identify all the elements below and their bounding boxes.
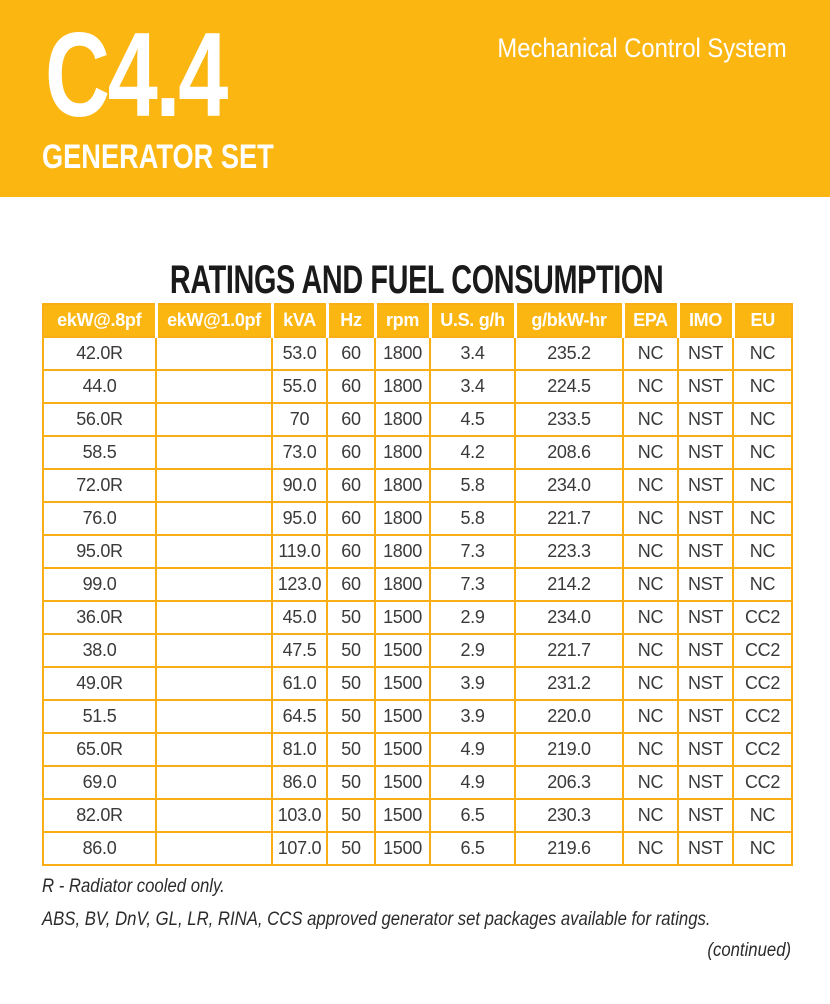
table-cell: 60 [327, 337, 375, 370]
table-cell: 1800 [375, 535, 430, 568]
table-cell: NC [623, 832, 678, 865]
table-cell: 119.0 [272, 535, 327, 568]
table-cell: NC [733, 403, 792, 436]
table-cell: 234.0 [515, 469, 623, 502]
column-header: g/bkW-hr [515, 304, 623, 337]
table-cell [156, 403, 272, 436]
table-cell: 233.5 [515, 403, 623, 436]
table-cell: 95.0 [272, 502, 327, 535]
table-cell: 224.5 [515, 370, 623, 403]
model-title: C4.4 [45, 8, 227, 142]
table-cell [156, 667, 272, 700]
table-cell: NC [733, 337, 792, 370]
table-cell: 235.2 [515, 337, 623, 370]
table-cell: 99.0 [43, 568, 156, 601]
table-cell: 6.5 [430, 799, 515, 832]
table-cell: 1800 [375, 568, 430, 601]
table-cell: CC2 [733, 667, 792, 700]
section-title [42, 260, 791, 300]
table-cell: 70 [272, 403, 327, 436]
table-cell: 1500 [375, 766, 430, 799]
table-cell: 90.0 [272, 469, 327, 502]
note-radiator-cooled: R - Radiator cooled only. [42, 876, 225, 897]
table-cell: 86.0 [43, 832, 156, 865]
column-header: rpm [375, 304, 430, 337]
table-cell: 1800 [375, 337, 430, 370]
table-cell: 107.0 [272, 832, 327, 865]
table-cell: NST [678, 502, 733, 535]
table-cell: 50 [327, 733, 375, 766]
table-cell: 221.7 [515, 502, 623, 535]
table-cell: 206.3 [515, 766, 623, 799]
table-cell: NC [623, 502, 678, 535]
table-row [43, 469, 792, 502]
table-cell: 82.0R [43, 799, 156, 832]
table-cell: 1800 [375, 436, 430, 469]
table-cell: NC [623, 733, 678, 766]
table-cell: 3.9 [430, 667, 515, 700]
table-cell: 51.5 [43, 700, 156, 733]
table-cell: NST [678, 601, 733, 634]
table-cell [156, 370, 272, 403]
table-cell: 4.9 [430, 766, 515, 799]
table-cell: 56.0R [43, 403, 156, 436]
table-cell: 1800 [375, 370, 430, 403]
table-cell: 58.5 [43, 436, 156, 469]
table-cell: 1500 [375, 667, 430, 700]
table-cell: NST [678, 469, 733, 502]
table-cell: NST [678, 403, 733, 436]
table-cell: 61.0 [272, 667, 327, 700]
table-body [43, 337, 792, 865]
table-cell: CC2 [733, 700, 792, 733]
table-cell [156, 634, 272, 667]
table-cell: 1500 [375, 799, 430, 832]
table-row [43, 436, 792, 469]
table-cell: 50 [327, 634, 375, 667]
table-cell: 49.0R [43, 667, 156, 700]
table-row [43, 799, 792, 832]
table-cell: NST [678, 337, 733, 370]
table-cell: 60 [327, 370, 375, 403]
generator-set-label: GENERATOR SET [42, 138, 274, 176]
table-cell: NC [623, 568, 678, 601]
table-cell: NST [678, 634, 733, 667]
table-cell: 3.4 [430, 337, 515, 370]
table-cell: NST [678, 832, 733, 865]
section-title-text: RATINGS AND FUEL CONSUMPTION [169, 258, 664, 302]
table-cell: 6.5 [430, 832, 515, 865]
table-cell: 76.0 [43, 502, 156, 535]
table-cell: 50 [327, 667, 375, 700]
table-cell: 38.0 [43, 634, 156, 667]
table-cell [156, 535, 272, 568]
table-cell: 219.6 [515, 832, 623, 865]
table-cell [156, 832, 272, 865]
table-cell: 53.0 [272, 337, 327, 370]
table-cell: NC [623, 403, 678, 436]
table-cell: CC2 [733, 766, 792, 799]
table-cell: 60 [327, 403, 375, 436]
table-cell: NC [733, 568, 792, 601]
table-cell: 208.6 [515, 436, 623, 469]
table-cell [156, 733, 272, 766]
table-header-row [43, 304, 792, 337]
table-row [43, 733, 792, 766]
column-header: Hz [327, 304, 375, 337]
table-cell: NC [733, 535, 792, 568]
table-cell: 2.9 [430, 601, 515, 634]
table-row [43, 370, 792, 403]
table-cell: 7.3 [430, 535, 515, 568]
table-cell: 1500 [375, 601, 430, 634]
table-cell: 223.3 [515, 535, 623, 568]
table-cell: 50 [327, 799, 375, 832]
table-cell: NC [733, 832, 792, 865]
table-cell: NC [623, 601, 678, 634]
table-cell: 44.0 [43, 370, 156, 403]
table-cell: 220.0 [515, 700, 623, 733]
table-cell: 1500 [375, 832, 430, 865]
table-cell: NST [678, 667, 733, 700]
table-cell: NST [678, 370, 733, 403]
column-header: EU [733, 304, 792, 337]
table-cell: 103.0 [272, 799, 327, 832]
table-cell: NST [678, 568, 733, 601]
table-cell: NST [678, 799, 733, 832]
table-cell [156, 766, 272, 799]
table-cell [156, 502, 272, 535]
table-cell: 123.0 [272, 568, 327, 601]
table-cell: 219.0 [515, 733, 623, 766]
column-header: IMO [678, 304, 733, 337]
table-cell: 55.0 [272, 370, 327, 403]
column-header: kVA [272, 304, 327, 337]
table-cell [156, 601, 272, 634]
table-cell: 65.0R [43, 733, 156, 766]
table-row [43, 601, 792, 634]
table-cell: CC2 [733, 601, 792, 634]
table-cell: 231.2 [515, 667, 623, 700]
table-cell: 60 [327, 469, 375, 502]
table-cell: NC [733, 799, 792, 832]
table-cell: NST [678, 535, 733, 568]
table-cell: 4.5 [430, 403, 515, 436]
table-cell: 214.2 [515, 568, 623, 601]
table-cell: 64.5 [272, 700, 327, 733]
table-cell: NC [623, 667, 678, 700]
table-row [43, 337, 792, 370]
table-cell: 86.0 [272, 766, 327, 799]
table-cell [156, 700, 272, 733]
table-cell: NC [623, 469, 678, 502]
table-cell: 1500 [375, 733, 430, 766]
table-cell: NST [678, 733, 733, 766]
column-header: U.S. g/h [430, 304, 515, 337]
table-row [43, 832, 792, 865]
table-cell: 95.0R [43, 535, 156, 568]
column-header: ekW@.8pf [43, 304, 156, 337]
table-cell: 234.0 [515, 601, 623, 634]
table-cell: NC [623, 436, 678, 469]
table-cell: 4.2 [430, 436, 515, 469]
table-cell: 1800 [375, 502, 430, 535]
table-cell: 60 [327, 568, 375, 601]
column-header: EPA [623, 304, 678, 337]
column-header: ekW@1.0pf [156, 304, 272, 337]
table-cell [156, 799, 272, 832]
table-cell: NST [678, 436, 733, 469]
table-cell: 3.9 [430, 700, 515, 733]
table-cell: CC2 [733, 634, 792, 667]
table-cell: NC [733, 502, 792, 535]
table-cell [156, 436, 272, 469]
table-cell: 81.0 [272, 733, 327, 766]
table-cell: 1500 [375, 700, 430, 733]
table-cell [156, 469, 272, 502]
table-cell: 50 [327, 700, 375, 733]
table-cell: NC [623, 337, 678, 370]
table-cell: NC [623, 700, 678, 733]
table-cell: 50 [327, 766, 375, 799]
table-row [43, 535, 792, 568]
table-cell: 7.3 [430, 568, 515, 601]
table-cell: NST [678, 766, 733, 799]
table-cell: NC [623, 766, 678, 799]
table-cell: 42.0R [43, 337, 156, 370]
table-cell: NC [733, 469, 792, 502]
table-cell [156, 568, 272, 601]
table-cell: 36.0R [43, 601, 156, 634]
table-cell: 1500 [375, 634, 430, 667]
ratings-table [42, 303, 793, 866]
table-cell: 69.0 [43, 766, 156, 799]
table-row [43, 634, 792, 667]
table-cell: NC [623, 799, 678, 832]
table-cell: 60 [327, 502, 375, 535]
table-cell: NST [678, 700, 733, 733]
table-cell: NC [623, 634, 678, 667]
table-cell: 4.9 [430, 733, 515, 766]
table-cell: 230.3 [515, 799, 623, 832]
table-cell: NC [623, 370, 678, 403]
table-cell: 50 [327, 601, 375, 634]
table-cell: 2.9 [430, 634, 515, 667]
table-cell: 45.0 [272, 601, 327, 634]
table-row [43, 700, 792, 733]
table-cell: 1800 [375, 469, 430, 502]
continued-label: (continued) [707, 940, 791, 961]
table-cell: 3.4 [430, 370, 515, 403]
table-row [43, 667, 792, 700]
control-system-label: Mechanical Control System [497, 33, 787, 63]
table-row [43, 766, 792, 799]
table-cell: 5.8 [430, 502, 515, 535]
note-approvals: ABS, BV, DnV, GL, LR, RINA, CCS approved generator set packages available for ratings. [42, 909, 711, 930]
table-cell: NC [733, 436, 792, 469]
ratings-table-container [42, 303, 793, 866]
table-cell: 60 [327, 535, 375, 568]
table-cell: 73.0 [272, 436, 327, 469]
table-cell: 60 [327, 436, 375, 469]
table-row [43, 568, 792, 601]
table-cell: NC [623, 535, 678, 568]
header-band [0, 0, 830, 197]
table-cell: 50 [327, 832, 375, 865]
table-cell: 1800 [375, 403, 430, 436]
table-cell [156, 337, 272, 370]
table-cell: NC [733, 370, 792, 403]
table-row [43, 403, 792, 436]
table-row [43, 502, 792, 535]
table-cell: CC2 [733, 733, 792, 766]
table-cell: 5.8 [430, 469, 515, 502]
table-cell: 47.5 [272, 634, 327, 667]
table-cell: 72.0R [43, 469, 156, 502]
table-cell: 221.7 [515, 634, 623, 667]
